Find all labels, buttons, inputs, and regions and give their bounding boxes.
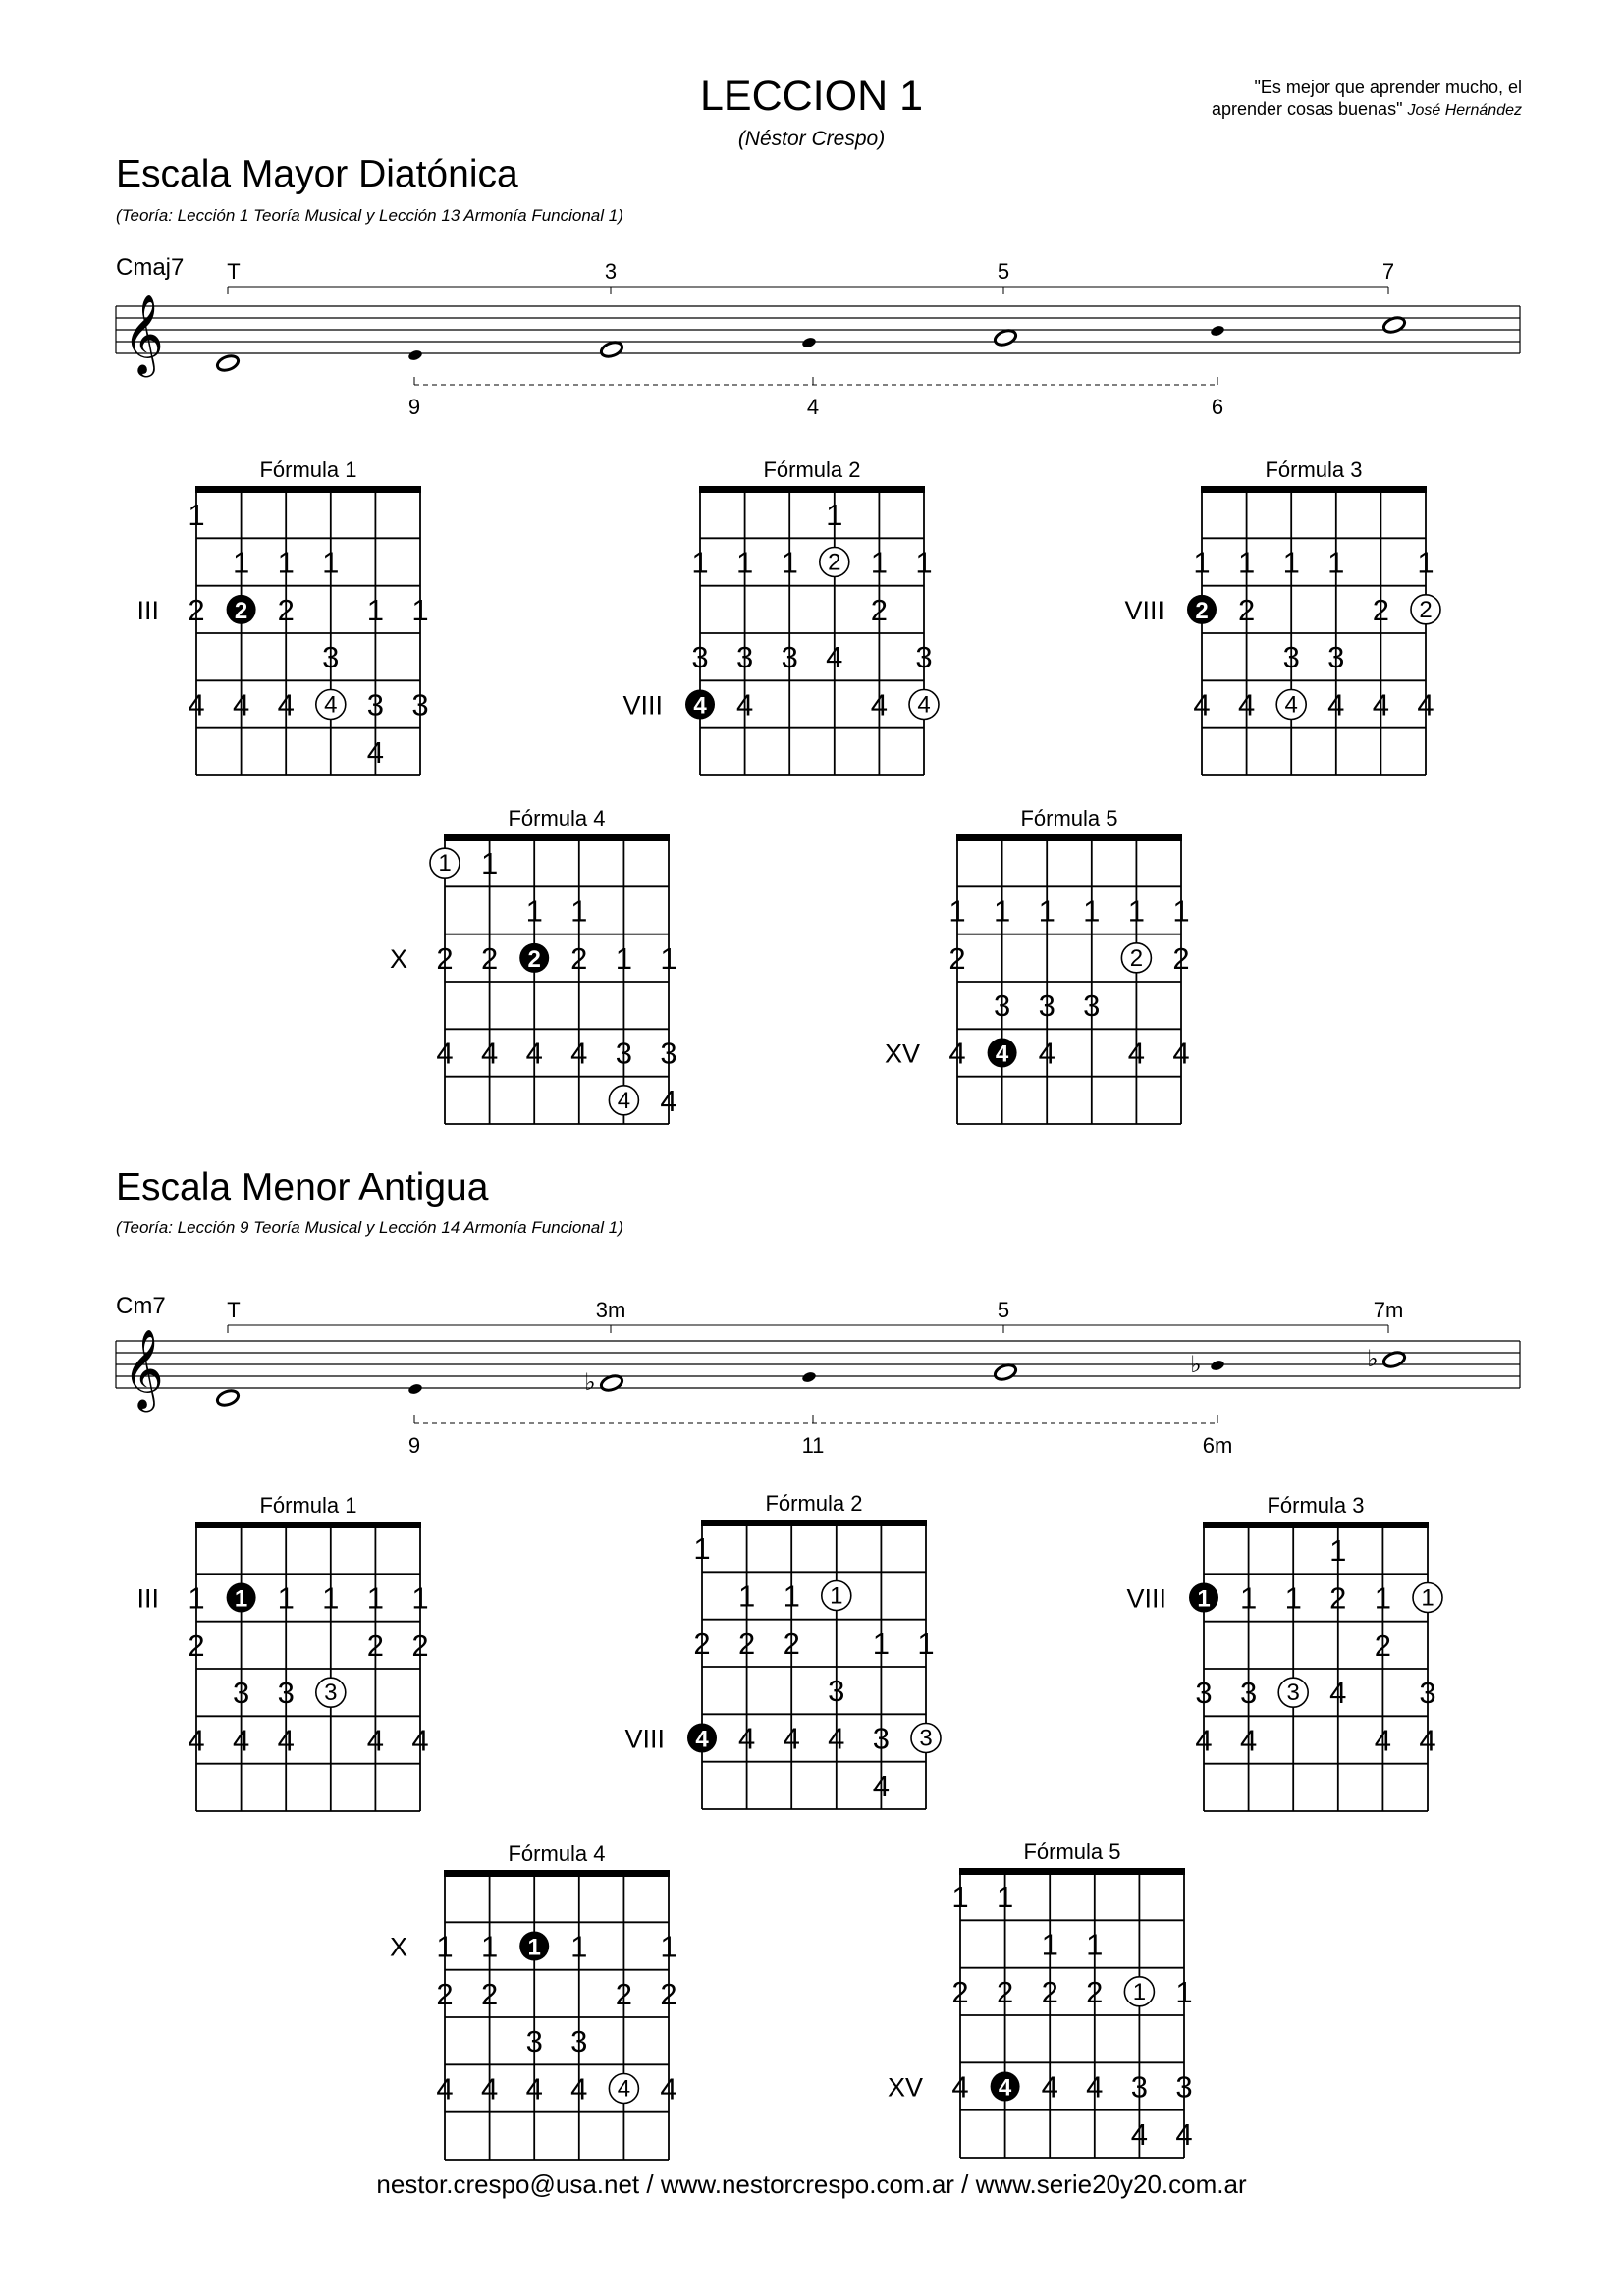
finger-number: 3 [411,687,429,722]
position-label: III [136,1583,159,1614]
finger-number: 4 [188,1723,205,1758]
finger-number: 1 [188,1580,205,1616]
finger-number: 3 [232,1676,250,1711]
finger-number: 1 [411,1580,429,1616]
interval-label: 5 [997,259,1010,284]
finger-number: 3 [919,1725,933,1752]
finger-number: 4 [826,640,843,675]
position-label: X [389,1932,407,1962]
finger-number: 4 [480,1036,499,1071]
finger-number: 2 [436,940,454,976]
tension-label: 9 [407,1433,421,1458]
finger-number: 4 [1038,1036,1055,1071]
interval-label: T [227,259,241,284]
quote-line-2-text: aprender cosas buenas" [1211,99,1403,119]
finger-number: 3 [322,640,340,675]
grace-note [801,336,817,348]
position-label: VIII [622,690,663,721]
finger-number: 4 [917,691,931,719]
finger-number: 1 [830,1582,843,1610]
finger-number: 2 [1129,944,1144,972]
formula-title: Fórmula 1 [259,1493,357,1518]
tension-label: 9 [407,395,421,419]
finger-number: 4 [995,1041,1009,1068]
finger-number: 4 [660,1083,677,1118]
formula-title: Fórmula 3 [1265,457,1363,482]
finger-number: 4 [525,1036,543,1071]
fretboard-nut [1201,486,1427,493]
formula-title: Fórmula 2 [763,457,861,482]
staff-major [116,254,1520,419]
tension-label: 6m [1202,1433,1233,1458]
flat-sign: ♭ [1190,1352,1202,1378]
finger-number: 2 [783,1626,800,1661]
finger-number: 1 [1374,1580,1392,1616]
grace-note [1210,1359,1225,1371]
finger-number: 1 [783,1578,800,1614]
fretboard-nut [444,834,670,841]
finger-number: 1 [915,545,933,580]
fretboard-formula-1 [136,457,428,775]
finger-number: 4 [693,692,707,720]
finger-number: 4 [570,1036,588,1071]
fretboard-formula-4 [390,1842,677,2160]
finger-number: 3 [993,988,1011,1024]
formula-title: Fórmula 4 [508,1842,606,1866]
finger-number: 1 [693,1531,711,1567]
finger-number: 2 [870,592,889,627]
interval-label: 5 [997,1298,1010,1322]
finger-number: 4 [436,1036,454,1071]
finger-number: 3 [366,687,385,722]
finger-number: 1 [188,498,205,533]
section-subtitle-major: (Teoría: Lección 1 Teoría Musical y Lección 13 Armonía Funcional 1) [116,206,623,225]
finger-number: 3 [1195,1676,1213,1711]
finger-number: 1 [480,846,499,881]
finger-number: 2 [277,592,295,627]
finger-number: 2 [828,549,841,576]
finger-number: 4 [1329,1676,1347,1711]
finger-number: 1 [570,1929,588,1964]
finger-number: 2 [436,1976,454,2011]
fretboard-nut [195,1522,421,1528]
finger-number: 2 [366,1628,385,1663]
finger-number: 1 [1417,545,1434,580]
finger-number: 4 [1130,2116,1149,2152]
finger-number: 3 [660,1036,677,1071]
finger-number: 2 [188,1628,205,1663]
quote-author: José Hernández [1407,102,1522,119]
whole-note [215,1388,240,1408]
fretboard-nut [1203,1522,1429,1528]
finger-number: 4 [232,687,250,722]
finger-number: 1 [615,940,633,976]
finger-number: 3 [525,2024,543,2059]
finger-number: 1 [660,940,677,976]
formula-title: Fórmula 2 [765,1491,863,1516]
fretboard-formula-4 [390,806,677,1124]
finger-number: 1 [1421,1584,1434,1612]
finger-number: 3 [1327,640,1345,675]
finger-number: 1 [1329,1533,1347,1569]
chord-name: Cm7 [116,1293,166,1319]
fretboard-formula-5 [885,806,1190,1124]
finger-number: 1 [1239,1580,1258,1616]
finger-number: 4 [783,1721,800,1756]
finger-number: 3 [1282,640,1300,675]
finger-number: 1 [277,545,295,580]
grace-note [801,1370,817,1383]
finger-number: 3 [1175,2069,1193,2105]
finger-number: 4 [324,691,338,719]
fretboard-formula-3 [1124,457,1440,775]
grace-note [1210,324,1225,337]
finger-number: 1 [917,1626,935,1661]
finger-number: 1 [438,850,452,878]
finger-number: 1 [527,1934,541,1961]
finger-number: 1 [1237,545,1256,580]
tension-label: 6 [1211,395,1224,419]
finger-number: 3 [277,1676,295,1711]
position-label: VIII [1126,1583,1166,1614]
finger-number: 4 [277,1723,295,1758]
finger-number: 1 [1127,893,1146,929]
whole-note [993,328,1017,347]
finger-number: 4 [525,2071,543,2107]
formula-title: Fórmula 3 [1267,1493,1365,1518]
finger-number: 1 [232,545,250,580]
finger-number: 4 [1372,687,1390,722]
finger-number: 3 [828,1674,845,1709]
finger-number: 1 [366,1580,385,1616]
finger-number: 4 [1327,687,1345,722]
finger-number: 4 [695,1726,709,1753]
finger-number: 1 [948,893,966,929]
whole-note [215,353,240,373]
finger-number: 1 [322,545,340,580]
finger-number: 3 [781,640,798,675]
finger-number: 1 [996,1880,1014,1915]
quote-line-1: "Es mejor que aprender mucho, el [1254,78,1522,97]
treble-clef-icon: 𝄞 [123,295,164,372]
finger-number: 4 [411,1723,429,1758]
finger-number: 4 [1239,1723,1258,1758]
finger-number: 1 [1086,1927,1104,1962]
finger-number: 1 [691,545,709,580]
position-label: VIII [1124,595,1164,625]
finger-number: 2 [1372,592,1390,627]
finger-number: 2 [737,1626,756,1661]
finger-number: 3 [691,640,709,675]
finger-number: 2 [1172,940,1190,976]
finger-number: 1 [1172,893,1190,929]
finger-number: 4 [828,1721,845,1756]
fretboard-formula-3 [1126,1493,1442,1811]
finger-number: 3 [1038,988,1055,1024]
finger-number: 4 [1086,2069,1104,2105]
flat-sign: ♭ [584,1369,596,1396]
whole-note [599,340,623,359]
finger-number: 4 [735,687,754,722]
finger-number: 1 [436,1929,454,1964]
finger-number: 2 [1237,592,1256,627]
finger-number: 4 [1127,1036,1146,1071]
finger-number: 1 [735,545,754,580]
position-label: XV [887,2072,923,2103]
finger-number: 4 [1195,1723,1213,1758]
fretboard-nut [956,834,1182,841]
finger-number: 4 [1419,1723,1436,1758]
interval-label: 3m [595,1298,626,1322]
finger-number: 4 [1172,1036,1190,1071]
finger-number: 1 [660,1929,677,1964]
finger-number: 2 [1374,1628,1392,1663]
section-title-minor: Escala Menor Antigua [116,1166,489,1208]
section-title-major: Escala Mayor Diatónica [116,153,518,195]
finger-number: 1 [781,545,798,580]
whole-note [993,1362,1017,1382]
fretboard-formula-2 [622,457,939,775]
finger-number: 4 [570,2071,588,2107]
finger-number: 4 [188,687,205,722]
fretboard-nut [195,486,421,493]
finger-number: 3 [1130,2069,1149,2105]
finger-number: 4 [366,734,385,770]
finger-number: 4 [1237,687,1256,722]
finger-number: 4 [436,2071,454,2107]
finger-number: 4 [1193,687,1211,722]
finger-number: 1 [1284,1580,1302,1616]
formula-title: Fórmula 5 [1023,1840,1121,1864]
finger-number: 4 [1284,691,1298,719]
fretboard-nut [699,486,925,493]
interval-label: T [227,1298,241,1322]
finger-number: 1 [366,592,385,627]
fretboard-formula-1 [136,1493,428,1811]
finger-number: 4 [998,2074,1012,2102]
grace-note [407,1382,423,1395]
finger-number: 1 [872,1626,891,1661]
finger-number: 1 [1197,1585,1211,1613]
finger-number: 3 [735,640,754,675]
finger-number: 2 [527,945,541,973]
finger-number: 2 [1086,1974,1104,2009]
finger-number: 1 [1327,545,1345,580]
interval-label: 7m [1373,1298,1404,1322]
page-author: (Néstor Crespo) [737,128,886,150]
finger-number: 2 [234,597,248,624]
tension-label: 4 [806,395,820,419]
treble-clef-icon: 𝄞 [123,1330,164,1407]
finger-number: 4 [660,2071,677,2107]
finger-number: 4 [1417,687,1434,722]
finger-number: 4 [366,1723,385,1758]
finger-number: 1 [234,1585,248,1613]
finger-number: 4 [870,687,889,722]
grace-note [407,348,423,361]
finger-number: 1 [993,893,1011,929]
finger-number: 4 [480,2071,499,2107]
finger-number: 3 [872,1721,891,1756]
fretboard-formula-5 [888,1840,1193,2158]
finger-number: 2 [693,1626,711,1661]
finger-number: 1 [826,498,843,533]
finger-number: 3 [570,2024,588,2059]
finger-number: 2 [1329,1580,1347,1616]
interval-label: 7 [1381,259,1395,284]
flat-sign: ♭ [1367,1346,1379,1372]
finger-number: 1 [525,893,543,929]
page-title: LECCION 1 [699,73,923,120]
finger-number: 1 [1175,1974,1193,2009]
finger-number: 1 [1041,1927,1058,1962]
finger-number: 2 [1041,1974,1058,2009]
tension-label: 11 [801,1433,825,1458]
finger-number: 3 [1083,988,1101,1024]
finger-number: 3 [615,1036,633,1071]
position-label: III [136,595,159,625]
finger-number: 3 [324,1680,338,1707]
finger-number: 1 [411,592,429,627]
fretboard-formula-2 [624,1491,941,1809]
position-label: XV [884,1039,920,1069]
staff-minor [116,1293,1520,1458]
position-label: X [389,943,407,974]
finger-number: 1 [951,1880,969,1915]
finger-number: 1 [1083,893,1101,929]
finger-number: 4 [1374,1723,1392,1758]
finger-number: 4 [872,1768,891,1803]
formula-title: Fórmula 1 [259,457,357,482]
fretboard-nut [701,1520,927,1526]
section-subtitle-minor: (Teoría: Lección 9 Teoría Musical y Lección 14 Armonía Funcional 1) [116,1218,623,1237]
finger-number: 2 [570,940,588,976]
fretboard-nut [444,1870,670,1877]
finger-number: 2 [480,1976,499,2011]
finger-number: 1 [737,1578,756,1614]
finger-number: 2 [615,1976,633,2011]
finger-number: 1 [1193,545,1211,580]
finger-number: 1 [570,893,588,929]
finger-number: 4 [1175,2116,1193,2152]
formula-title: Fórmula 4 [508,806,606,830]
finger-number: 1 [1282,545,1300,580]
finger-number: 2 [996,1974,1014,2009]
interval-label: 3 [604,259,618,284]
finger-number: 1 [870,545,889,580]
finger-number: 4 [277,687,295,722]
finger-number: 2 [951,1974,969,2009]
finger-number: 2 [1195,597,1209,624]
finger-number: 2 [1419,596,1433,623]
finger-number: 2 [411,1628,429,1663]
chord-name: Cmaj7 [116,254,185,281]
finger-number: 2 [948,940,966,976]
finger-number: 1 [1132,1978,1147,2005]
finger-number: 2 [660,1976,677,2011]
finger-number: 4 [948,1036,966,1071]
finger-number: 3 [1419,1676,1436,1711]
finger-number: 2 [188,592,205,627]
finger-number: 4 [232,1723,250,1758]
finger-number: 1 [480,1929,499,1964]
finger-number: 3 [1239,1676,1258,1711]
fretboard-nut [959,1868,1185,1875]
finger-number: 4 [737,1721,756,1756]
finger-number: 3 [1286,1680,1300,1707]
formula-title: Fórmula 5 [1020,806,1118,830]
finger-number: 4 [1041,2069,1058,2105]
finger-number: 1 [322,1580,340,1616]
finger-number: 4 [617,2075,631,2103]
finger-number: 3 [915,640,933,675]
finger-number: 4 [951,2069,969,2105]
finger-number: 1 [1038,893,1055,929]
footer-contacts: nestor.crespo@usa.net / www.nestorcrespo.com.ar / www.serie20y20.com.ar [376,2169,1247,2199]
finger-number: 1 [277,1580,295,1616]
finger-number: 2 [480,940,499,976]
finger-number: 4 [617,1087,631,1114]
position-label: VIII [624,1724,665,1754]
